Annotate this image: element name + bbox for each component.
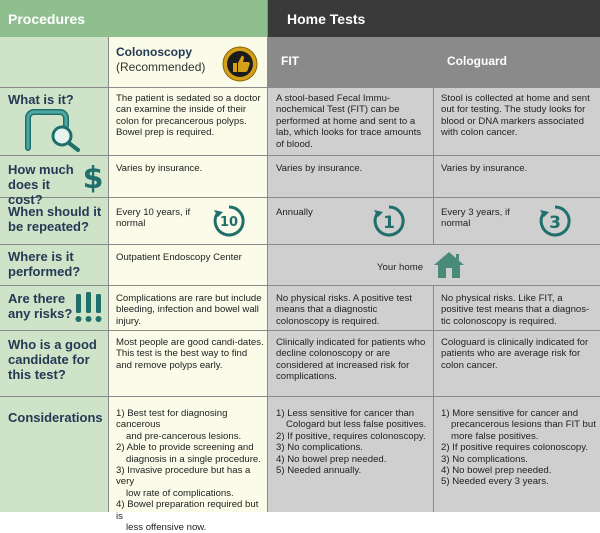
considerations-colonoscopy-line: and pre-cancerous lesions.	[126, 430, 242, 442]
considerations-cologuard-line: 1) More sensitive for cancer and	[441, 408, 579, 419]
cost-cologuard: Varies by insurance.	[441, 163, 528, 174]
fit-title: FIT	[281, 54, 299, 68]
house-icon	[432, 250, 466, 280]
considerations-colonoscopy-line: less offensive now.	[126, 522, 207, 533]
dollar-icon	[80, 160, 106, 194]
cost-fit: Varies by insurance.	[276, 163, 363, 174]
cologuard-title: Cologuard	[447, 54, 507, 68]
exclamation-icon	[74, 292, 104, 324]
repeat-fit: Annually	[276, 207, 313, 218]
considerations-cologuard-line: precancerous lesions than FIT but	[451, 419, 596, 431]
question-repeat: When should it be repeated?	[8, 204, 102, 234]
considerations-colonoscopy-line: diagnosis in a single procedure.	[126, 453, 261, 465]
home-tests-title: Home Tests	[287, 11, 366, 27]
risks-cologuard: No physical risks. Like FIT, a positive test means that a diagnos-tic colonoscopy is required.	[441, 293, 590, 327]
repeat-cologuard: Every 3 years, if normal	[441, 207, 510, 230]
considerations-fit-line: 5) Needed annually.	[276, 465, 362, 477]
home-tests-header	[267, 0, 600, 37]
what-fit: A stool-based Fecal Immu-nochemical Test (FIT) can be performed at home and sent to a lab, which looks for trace amounts of blood.	[276, 93, 422, 150]
considerations-cologuard-line: more false positives.	[451, 430, 539, 442]
considerations-fit-line: Cologard but less false positives.	[286, 419, 427, 431]
considerations-colonoscopy-line: 1) Best test for diagnosing cancerous	[116, 408, 228, 431]
procedures-header	[0, 0, 267, 37]
risks-fit: No physical risks. A positive test means that a diagnostic colonoscopy is required.	[276, 293, 412, 327]
candidate-cologuard: Cologuard is clinically indicated for patients who are average risk for colon cancer.	[441, 337, 589, 371]
colonoscopy-header	[116, 45, 205, 75]
question-considerations: Considerations	[8, 410, 103, 425]
considerations-fit-line: 1) Less sensitive for cancer than	[276, 408, 415, 419]
repeat-number-10: 10	[219, 215, 239, 230]
repeat-number-3: 3	[549, 213, 561, 233]
considerations-colonoscopy-line: low rate of complications.	[126, 487, 234, 499]
candidate-colonoscopy: Most people are good candi-dates. This test is the best way to find and remove polyps early.	[116, 337, 264, 371]
repeat-arrow-icon-3	[538, 204, 572, 238]
considerations-cologuard-line: 3) No complications.	[441, 453, 528, 465]
considerations-cologuard	[441, 408, 597, 488]
repeat-arrow-icon-1	[372, 204, 406, 238]
considerations-cologuard-line: 4) No bowel prep needed.	[441, 465, 552, 477]
fit-subheader	[267, 37, 433, 87]
procedures-title: Procedures	[8, 11, 86, 27]
question-candidate: Who is a good candidate for this test?	[8, 337, 97, 382]
colonoscopy-recommended: (Recommended)	[116, 60, 206, 74]
colon-magnifier-icon	[20, 108, 90, 152]
risks-colonoscopy: Complications are rare but include bleeding, infection and bowel wall injury.	[116, 293, 262, 327]
question-what: What is it?	[8, 92, 74, 107]
cologuard-subheader	[433, 37, 600, 87]
considerations-colonoscopy-line: 2) Able to provide screening and	[116, 442, 254, 454]
question-cost: How much does it cost?	[8, 162, 74, 207]
considerations-fit-line: 4) No bowel prep needed.	[276, 453, 387, 465]
considerations-colonoscopy-line: 4) Bowel preparation required but is	[116, 499, 259, 522]
candidate-fit: Clinically indicated for patients who decline colonoscopy or are considered at increased risk for complications.	[276, 337, 426, 383]
svg-text:$: $	[82, 161, 104, 196]
considerations-fit-line: 2) If positive, requires colonoscopy.	[276, 430, 426, 442]
where-home: Your home	[377, 262, 424, 273]
considerations-cologuard-line: 2) If positive requires colonoscopy.	[441, 442, 588, 454]
repeat-number-1: 1	[383, 213, 395, 233]
where-colonoscopy: Outpatient Endoscopy Center	[116, 252, 242, 263]
considerations-cologuard-line: 5) Needed every 3 years.	[441, 476, 549, 488]
what-cologuard: Stool is collected at home and sent out for testing. The study looks for blood or DNA markers associated with colon cancer.	[441, 93, 590, 139]
thumbs-up-icon	[222, 46, 258, 82]
question-where: Where is it performed?	[8, 249, 81, 279]
what-colonoscopy: The patient is sedated so a doctor can examine the inside of their colon for precancerous polyps. Bowel prep is required.	[116, 93, 261, 139]
colonoscopy-title: Colonoscopy	[116, 45, 193, 59]
repeat-colonoscopy: Every 10 years, if normal	[116, 207, 191, 230]
considerations-fit	[276, 408, 432, 476]
cost-colonoscopy: Varies by insurance.	[116, 163, 203, 174]
considerations-colonoscopy-line: 3) Invasive procedure but has a very	[116, 465, 251, 488]
considerations-fit-line: 3) No complications.	[276, 442, 363, 454]
question-risks: Are there any risks?	[8, 291, 73, 321]
repeat-arrow-icon-10	[212, 204, 246, 238]
considerations-colonoscopy	[116, 408, 266, 533]
